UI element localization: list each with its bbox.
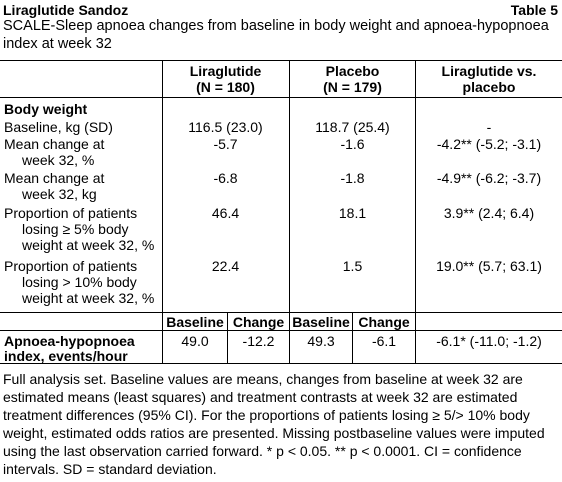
row-label-mean-change-pct-2: week 32, % [22,152,95,168]
contrast-10pct-value: 19.0** (5.7; 63.1) [436,258,542,274]
contrast-5pct-value: 3.9** (2.4; 6.4) [443,205,535,221]
body-weight-section-heading: Body weight [4,101,88,117]
table-number-label: Table 5 [510,2,558,18]
lira-mean-change-pct: -5.7 [213,136,238,152]
placebo-5pct-value: 18.1 [338,205,367,221]
subheader-bottom-rule [0,330,562,331]
table-footnote [3,370,559,478]
placebo-change-subheader: Change [358,314,410,330]
placebo-column-n: (N = 179) [323,79,382,95]
ahi-label-1: Apnoea-hypopnoea [4,333,135,349]
contrast-baseline-value: - [486,119,492,135]
row-label-10pct-3: weight at week 32, % [22,290,155,306]
ahi-label-2: index, events/hour [4,348,128,364]
drug-brand-heading: Liraglutide Sandoz [3,2,129,18]
row-label-5pct-3: weight at week 32, % [22,237,155,253]
lira-mean-change-kg: -6.8 [213,170,238,186]
lira-column-n: (N = 180) [196,79,255,95]
footnote-text: Full analysis set. Baseline values are means, changes from baseline at week 32 are estimated means (least squares) and treatment contrasts at week 32 are estimated treatment differences (95% CI). For the proportions of patients losing ≥ 5/> 10% body weight, estimated odds ratios are presented. Missing postbaseline values were imputed using the last observation carried forward. * p < 0.05. ** p < 0.0001. CI = confidence intervals. SD = standard deviation. [3,371,545,477]
lira-ahi-change: -12.2 [242,333,275,349]
contrast-ahi-value: -6.1* (-11.0; -1.2) [436,333,542,349]
row-label-10pct-1: Proportion of patients [4,258,138,274]
row-label-5pct-2: losing ≥ 5% body [22,221,129,237]
lira-baseline-value: 116.5 (23.0) [188,119,263,135]
contrast-mean-change-kg: -4.9** (-6.2; -3.7) [436,170,542,186]
contrast-column-header-2: placebo [462,79,516,95]
lira-5pct-value: 46.4 [211,205,240,221]
row-label-5pct-1: Proportion of patients [4,205,138,221]
lira-baseline-subheader: Baseline [166,314,224,330]
placebo-baseline-subheader: Baseline [292,314,350,330]
contrast-column-header-1: Liraglutide vs. [441,63,537,79]
row-label-mean-change-kg-2: week 32, kg [22,186,97,202]
placebo-ahi-baseline: 49.3 [307,333,335,349]
row-label-baseline: Baseline, kg (SD) [4,119,113,135]
lira-10pct-value: 22.4 [211,258,240,274]
placebo-mean-change-pct: -1.6 [340,136,365,152]
placebo-column-header: Placebo [325,63,380,79]
table-top-rule [0,60,562,61]
lira-ahi-baseline: 49.0 [181,333,209,349]
lira-change-subheader: Change [232,314,285,330]
lira-column-header: Liraglutide [189,63,262,79]
contrast-mean-change-pct: -4.2** (-5.2; -3.1) [436,136,542,152]
row-label-mean-change-kg-1: Mean change at [4,170,105,186]
table-title-line-2: index at week 32 [3,36,112,52]
subheader-top-rule [0,312,562,313]
header-bottom-rule [0,97,562,98]
row-label-mean-change-pct-1: Mean change at [4,136,105,152]
placebo-ahi-change: -6.1 [371,333,397,349]
table-title-line-1: SCALE-Sleep apnoea changes from baseline in body weight and apnoea-hypopnoea [3,18,549,34]
placebo-mean-change-kg: -1.8 [340,170,365,186]
placebo-10pct-value: 1.5 [342,258,363,274]
placebo-baseline-value: 118.7 (25.4) [315,119,390,135]
row-label-10pct-2: losing > 10% body [22,274,137,290]
